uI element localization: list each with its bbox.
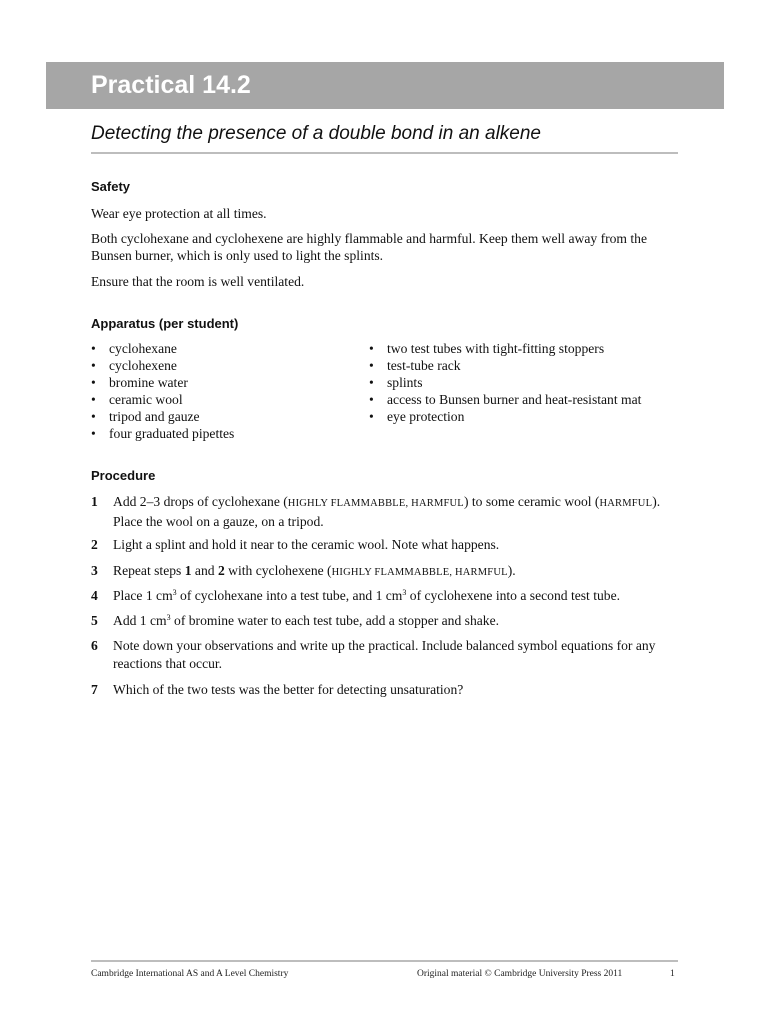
footer-book-title: Cambridge International AS and A Level Chemistry bbox=[91, 969, 289, 979]
page-title: Practical 14.2 bbox=[91, 71, 251, 99]
title-bar bbox=[46, 62, 724, 109]
apparatus-heading: Apparatus (per student) bbox=[91, 316, 239, 331]
apparatus-list-right bbox=[369, 340, 689, 425]
safety-heading: Safety bbox=[91, 179, 131, 194]
safety-paragraph-3: Ensure that the room is well ventilated. bbox=[91, 274, 305, 289]
page-subtitle: Detecting the presence of a double bond in an alkene bbox=[91, 123, 541, 144]
list-item: • four graduated pipettes bbox=[91, 426, 235, 441]
safety-paragraph-2: Both cyclohexane and cyclohexene are highly flammable and harmful. Keep them well away from the Bunsen burner, which is only used to light the splints. bbox=[91, 231, 647, 263]
list-item: • splints bbox=[369, 375, 423, 390]
procedure-step-1: 1 Add 2–3 drops of cyclohexane (HIGHLY FLAMMABBLE, HARMFUL) to some ceramic wool (HARMFUL). Place the wool on a gauze, on a tripod. bbox=[91, 494, 661, 529]
procedure-step-2: 2 Light a splint and hold it near to the ceramic wool. Note what happens. bbox=[91, 537, 500, 552]
apparatus-list-left bbox=[91, 340, 351, 442]
divider-bottom bbox=[91, 960, 678, 962]
procedure-step-6: 6 Note down your observations and write up the practical. Include balanced symbol equations for any reactions that occur. bbox=[91, 638, 656, 671]
procedure-step-7: 7 Which of the two tests was the better for detecting unsaturation? bbox=[91, 682, 464, 697]
list-item: • cyclohexane bbox=[91, 341, 177, 356]
list-item: • test-tube rack bbox=[369, 358, 461, 373]
procedure-step-4: 4 Place 1 $cm^3$ of cyclohexane into a test tube, and 1 $cm^3$ of cyclohexene into a second test tube. bbox=[91, 588, 621, 603]
divider-top bbox=[91, 152, 678, 154]
list-item: • eye protection bbox=[369, 409, 465, 424]
list-item: • bromine water bbox=[91, 375, 188, 390]
footer-copyright: Original material © Cambridge University Press 2011 bbox=[417, 969, 623, 979]
list-item: • tripod and gauze bbox=[91, 409, 200, 424]
procedure-step-3: 3 Repeat steps 1 and 2 with cyclohexene (HIGHLY FLAMMABBLE, HARMFUL). bbox=[91, 563, 516, 578]
list-item: • ceramic wool bbox=[91, 392, 183, 407]
procedure-heading: Procedure bbox=[91, 468, 156, 483]
list-item: • two test tubes with tight-fitting stoppers bbox=[369, 341, 605, 356]
list-item: • cyclohexene bbox=[91, 358, 177, 373]
list-item: • access to Bunsen burner and heat-resistant mat bbox=[369, 392, 642, 407]
procedure-step-5: 5 Add 1 $cm^3$ of bromine water to each test tube, add a stopper and shake. bbox=[91, 613, 500, 628]
safety-paragraph-1: Wear eye protection at all times. bbox=[91, 206, 267, 221]
footer-page-number: 1 bbox=[670, 969, 675, 979]
